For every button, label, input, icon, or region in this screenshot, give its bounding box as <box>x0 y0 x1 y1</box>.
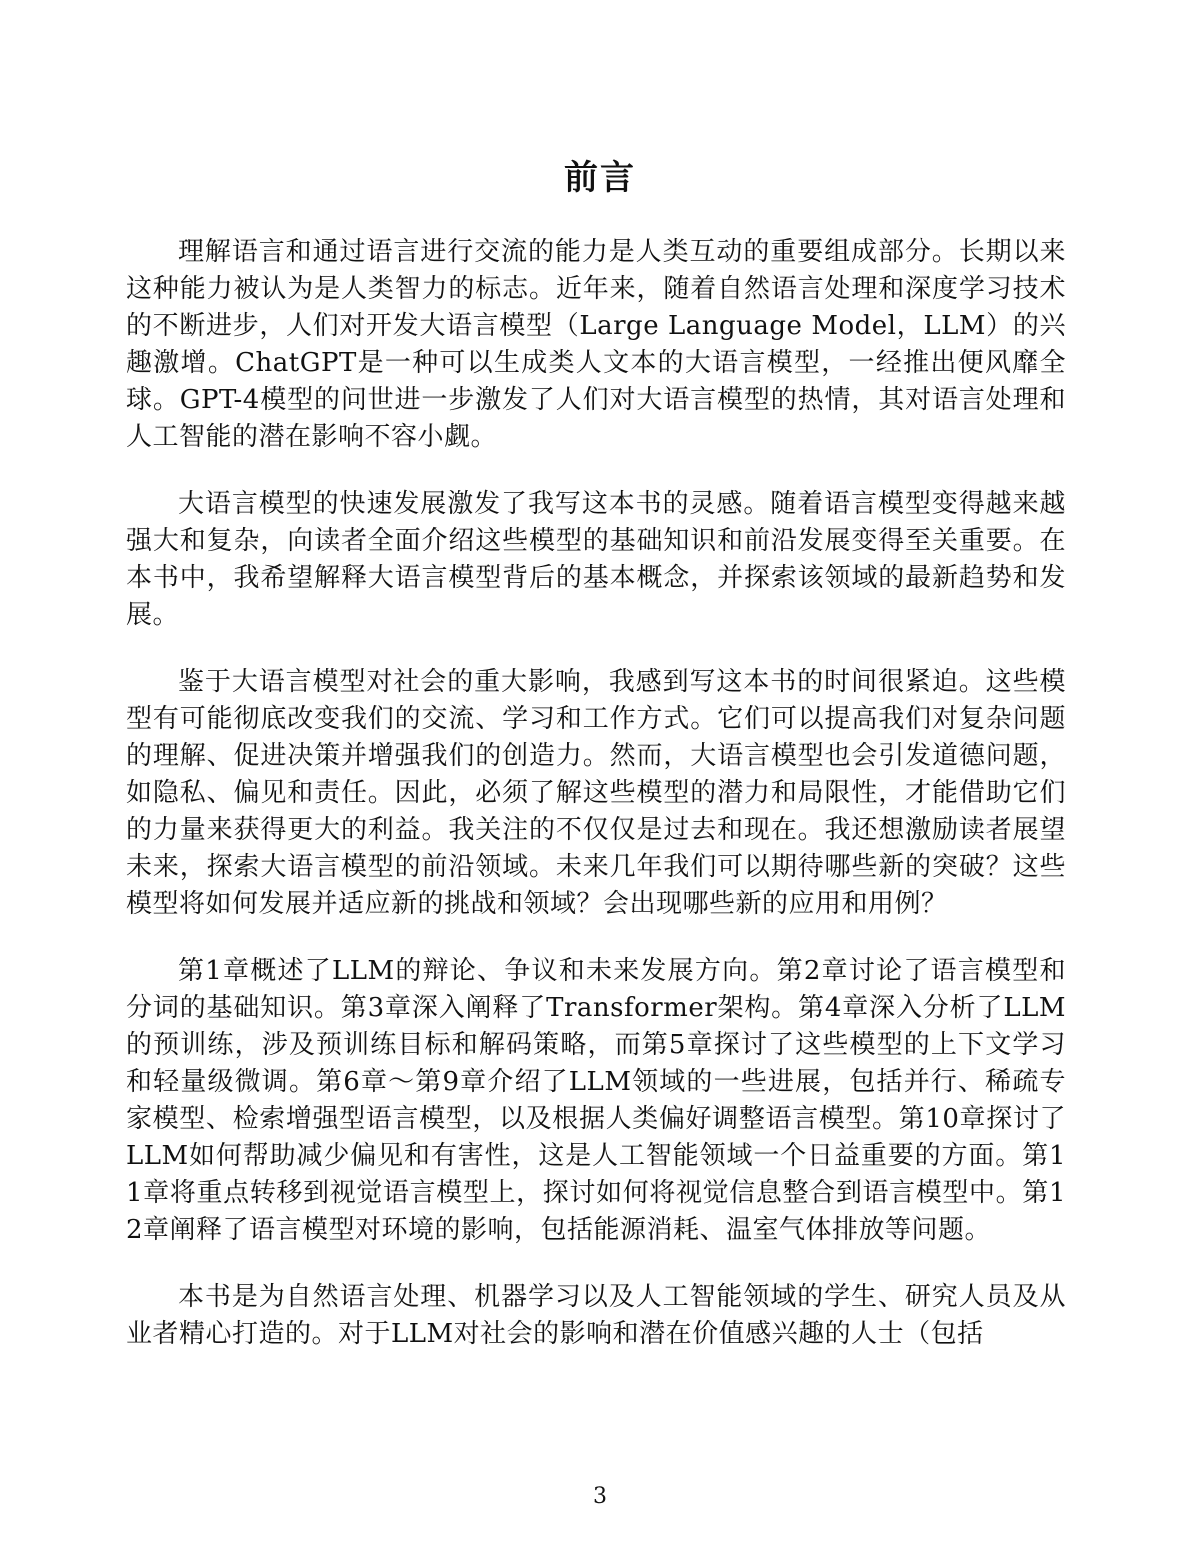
paragraph-1: 理解语言和通过语言进行交流的能力是人类互动的重要组成部分。长期以来这种能力被认为是人类智力的标志。近年来，随着自然语言处理和深度学习技术的不断进步，人们对开发大语言模型（Large Language Model，LLM）的兴趣激增。ChatGPT是一种可以生成类人文本的大语言模型，一经推出便风靡全球。GPT-4模型的问世进一步激发了人们对大语言模型的热情，其对语言处理和人工智能的潜在影响不容小觑。 <box>126 237 1066 452</box>
paragraph-2: 大语言模型的快速发展激发了我写这本书的灵感。随着语言模型变得越来越强大和复杂，向读者全面介绍这些模型的基础知识和前沿发展变得至关重要。在本书中，我希望解释大语言模型背后的基本概念，并探索该领域的最新趋势和发展。 <box>126 489 1066 630</box>
paragraph-5: 本书是为自然语言处理、机器学习以及人工智能领域的学生、研究人员及从业者精心打造的。对于LLM对社会的影响和潜在价值感兴趣的人士（包括 <box>126 1282 1066 1349</box>
page-number: 3 <box>593 1484 607 1509</box>
body-text <box>126 234 1066 1383</box>
page-title: 前言 <box>564 158 636 198</box>
paragraph-3: 鉴于大语言模型对社会的重大影响，我感到写这本书的时间很紧迫。这些模型有可能彻底改变我们的交流、学习和工作方式。它们可以提高我们对复杂问题的理解、促进决策并增强我们的创造力。然而，大语言模型也会引发道德问题，如隐私、偏见和责任。因此，必须了解这些模型的潜力和局限性，才能借助它们的力量来获得更大的利益。我关注的不仅仅是过去和现在。我还想激励读者展望未来，探索大语言模型的前沿领域。未来几年我们可以期待哪些新的突破？这些模型将如何发展并适应新的挑战和领域？会出现哪些新的应用和用例？ <box>126 667 1066 919</box>
paragraph-4: 第1章概述了LLM的辩论、争议和未来发展方向。第2章讨论了语言模型和分词的基础知识。第3章深入阐释了Transformer架构。第4章深入分析了LLM的预训练，涉及预训练目标和解码策略，而第5章探讨了这些模型的上下文学习和轻量级微调。第6章～第9章介绍了LLM领域的一些进展，包括并行、稀疏专家模型、检索增强型语言模型，以及根据人类偏好调整语言模型。第10章探讨了LLM如何帮助减少偏见和有害性，这是人工智能领域一个日益重要的方面。第11章将重点转移到视觉语言模型上，探讨如何将视觉信息整合到语言模型中。第12章阐释了语言模型对环境的影响，包括能源消耗、温室气体排放等问题。 <box>126 956 1066 1245</box>
